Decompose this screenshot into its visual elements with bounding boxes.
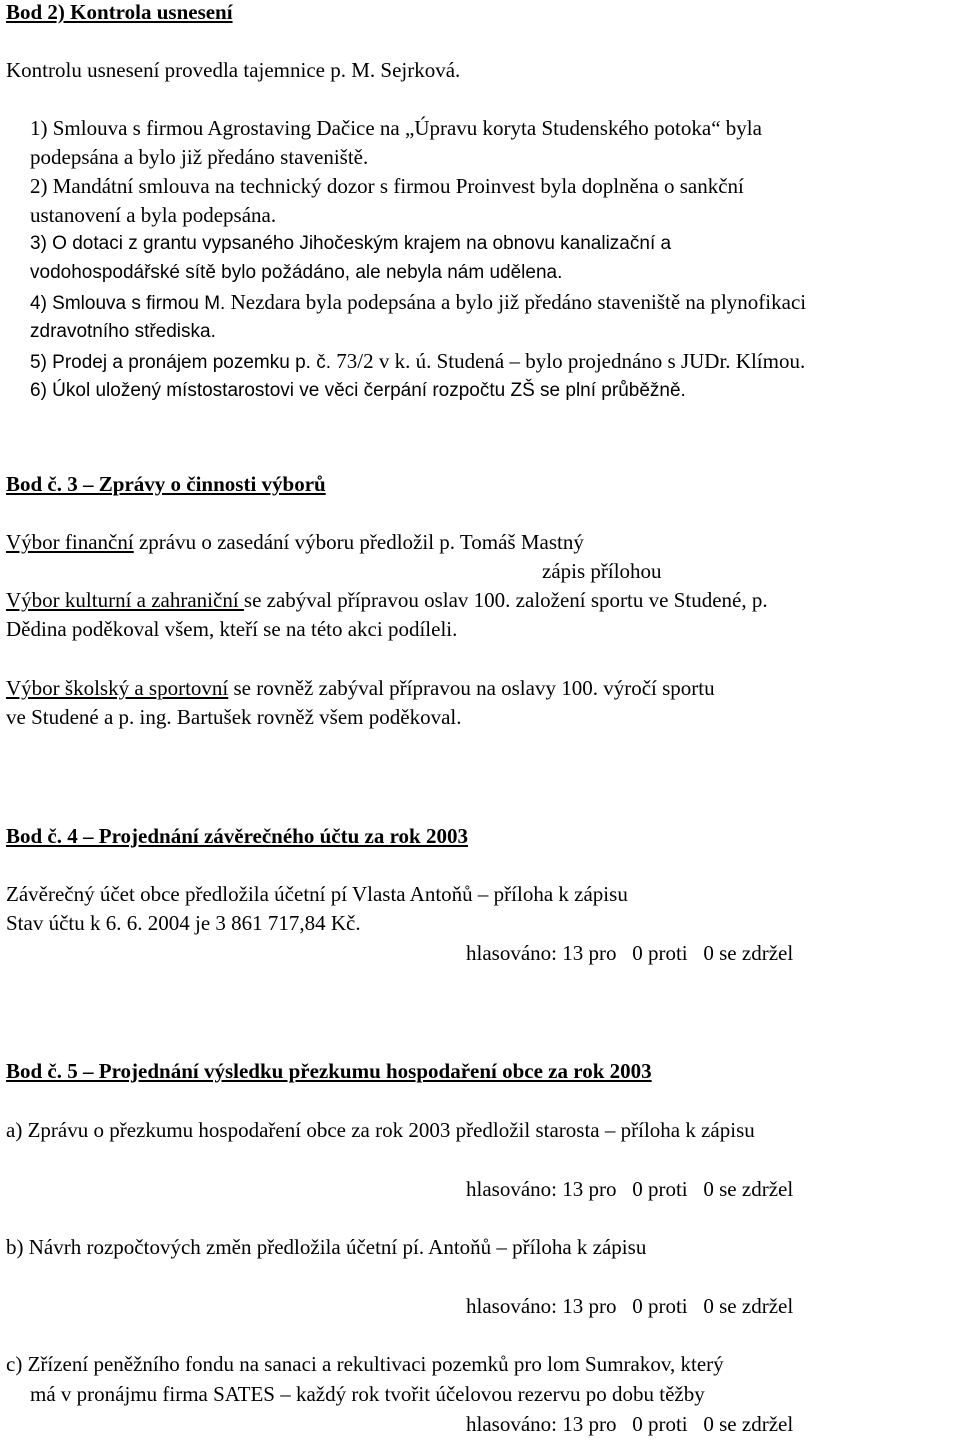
kontrola-item-4-part-a: 4) Smlouva s firmou M. (30, 293, 226, 314)
vote-result: hlasováno: 13 pro 0 proti 0 se zdržel (466, 1412, 794, 1436)
prezkum-item-c-cont: má v pronájmu firma SATES – každý rok tvořit účelovou rezervu po dobu těžby (30, 1382, 705, 1406)
kontrola-item-2: 2) Mandátní smlouva na technický dozor s firmou Proinvest byla doplněna o sankční (30, 174, 744, 198)
stav-uctu: Stav účtu k 6. 6. 2004 je 3 861 717,84 Kč. (6, 911, 361, 935)
vybor-skolsky-label: Výbor školský a sportovní (6, 676, 229, 700)
vybor-financni-attachment: zápis přílohou (542, 559, 662, 583)
vybor-kulturni-cont: Dědina poděkoval všem, kteří se na této akci podíleli. (6, 617, 458, 641)
kontrola-item-5-part-b: 73/2 v k. ú. Studená – bylo projednáno s JUDr. Klímou. (336, 349, 806, 373)
kontrola-item-1-cont: podepsána a bylo již předáno staveniště. (30, 145, 369, 169)
kontrola-item-4-cont: zdravotního střediska. (30, 321, 216, 342)
vybor-skolsky-text: se rovněž zabýval přípravou na oslavy 100. výročí sportu (228, 676, 715, 700)
vybor-financni (6, 530, 584, 555)
section-heading-vybory: Bod č. 3 – Zprávy o činnosti výborů (6, 472, 326, 496)
vybor-kulturni-label: Výbor kulturní a zahraniční (6, 588, 244, 612)
vybor-kulturni (6, 588, 768, 613)
kontrola-item-5-part-a: 5) Prodej a pronájem pozemku p. č. (30, 352, 331, 373)
prezkum-item-a: a) Zprávu o přezkumu hospodaření obce za rok 2003 předložil starosta – příloha k zápisu (6, 1118, 755, 1142)
kontrola-intro: Kontrolu usnesení provedla tajemnice p. M. Sejrková. (6, 58, 461, 82)
kontrola-item-6: 6) Úkol uložený místostarostovi ve věci čerpání rozpočtu ZŠ se plní průběžně. (30, 380, 686, 401)
vybor-financni-text: zprávu o zasedání výboru předložil p. Tomáš Mastný (133, 530, 584, 554)
vote-result: hlasováno: 13 pro 0 proti 0 se zdržel (466, 941, 794, 965)
section-heading-prezkum: Bod č. 5 – Projednání výsledku přezkumu hospodaření obce za rok 2003 (6, 1059, 652, 1083)
vybor-financni-label: Výbor finanční (6, 530, 134, 554)
vybor-skolsky (6, 676, 715, 701)
vybor-kulturni-text: se zabýval přípravou oslav 100. založení sportu ve Studené, p. (243, 588, 768, 612)
prezkum-item-c: c) Zřízení peněžního fondu na sanaci a rekultivaci pozemků pro lom Sumrakov, který (6, 1352, 724, 1376)
vote-result: hlasováno: 13 pro 0 proti 0 se zdržel (466, 1177, 794, 1201)
vybor-skolsky-cont: ve Studené a p. ing. Bartušek rovněž všem poděkoval. (6, 705, 462, 729)
zaverecny-ucet-text: Závěrečný účet obce předložila účetní pí Vlasta Antoňů – příloha k zápisu (6, 882, 628, 906)
kontrola-item-1: 1) Smlouva s firmou Agrostaving Dačice na „Úpravu koryta Studenského potoka“ byla (30, 116, 762, 140)
section-heading-kontrola: Bod 2) Kontrola usnesení (6, 0, 233, 24)
vote-result: hlasováno: 13 pro 0 proti 0 se zdržel (466, 1294, 794, 1318)
kontrola-item-4-part-b: Nezdara byla podepsána a bylo již předáno staveniště na plynofikaci (230, 290, 807, 314)
kontrola-item-5 (30, 349, 805, 375)
prezkum-item-b: b) Návrh rozpočtových změn předložila účetní pí. Antoňů – příloha k zápisu (6, 1235, 647, 1259)
kontrola-item-2-cont: ustanovení a byla podepsána. (30, 203, 277, 227)
section-heading-zaverecny-ucet: Bod č. 4 – Projednání závěrečného účtu za rok 2003 (6, 824, 468, 848)
kontrola-item-4 (30, 290, 806, 316)
kontrola-item-3-cont: vodohospodářské sítě bylo požádáno, ale nebyla nám udělena. (30, 262, 563, 283)
kontrola-item-3: 3) O dotaci z grantu vypsaného Jihočeským krajem na obnovu kanalizační a (30, 233, 672, 254)
